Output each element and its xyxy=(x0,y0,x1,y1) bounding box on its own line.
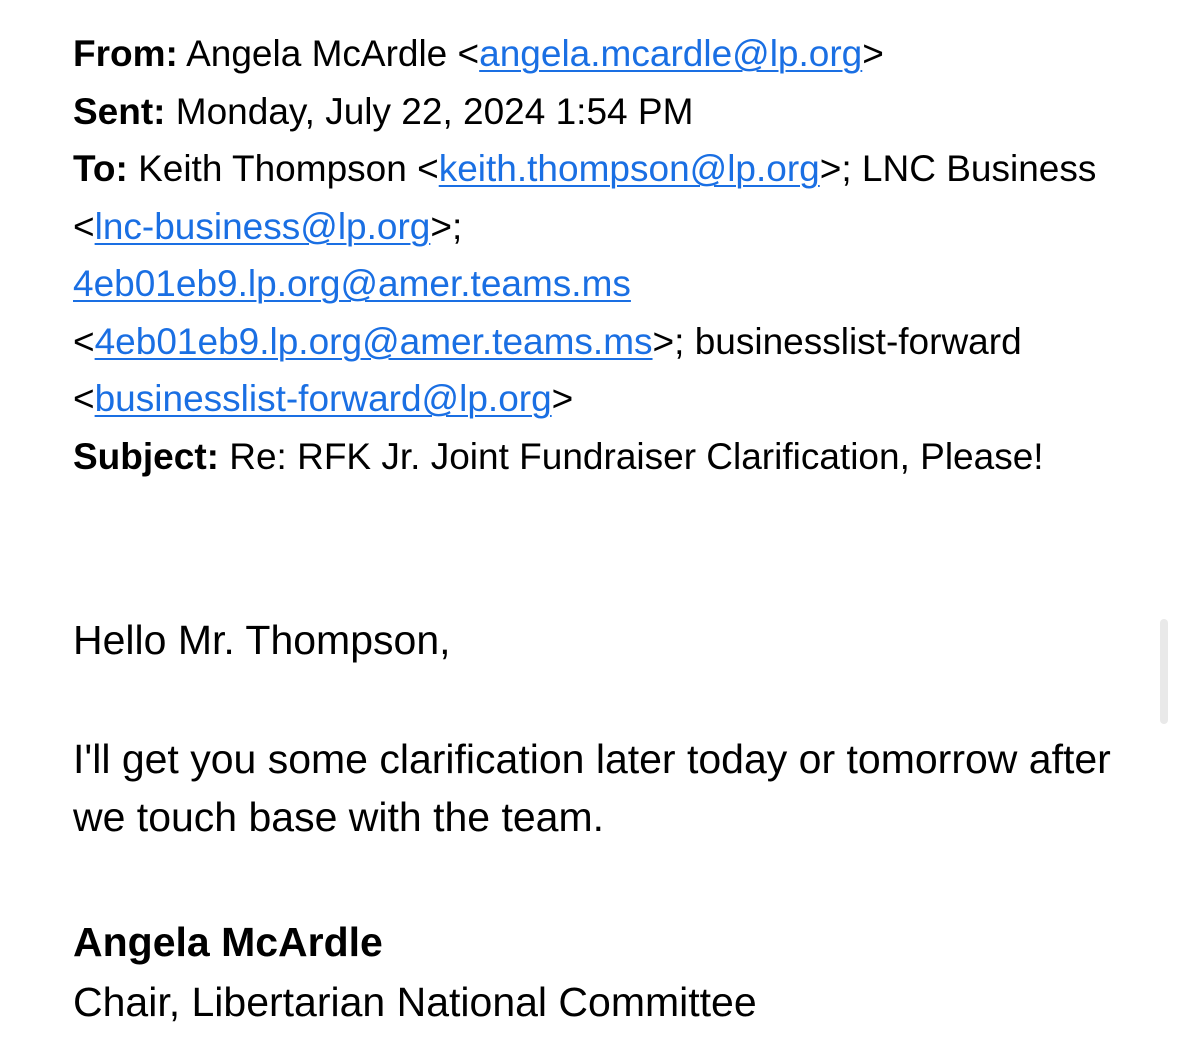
to-open3: < xyxy=(73,320,95,362)
signature-name: Angela McArdle xyxy=(73,919,383,965)
to-recipient1-email-link[interactable]: keith.thompson@lp.org xyxy=(438,148,820,189)
from-close: > xyxy=(862,33,884,74)
message-text: I'll get you some clarification later today or tomorrow after we touch base with the team. xyxy=(73,736,1111,840)
subject-label: Subject: xyxy=(73,435,219,477)
from-name: Angela McArdle < xyxy=(186,33,480,74)
to-recipient3-display-link[interactable]: 4eb01eb9.lp.org@amer.teams.ms xyxy=(73,263,631,304)
signature-title: Chair, Libertarian National Committee xyxy=(73,979,757,1025)
greeting-text: Hello Mr. Thompson, xyxy=(73,617,451,663)
to-line xyxy=(73,140,1143,428)
to-recipient3-email-link[interactable]: 4eb01eb9.lp.org@amer.teams.ms xyxy=(94,320,653,362)
sent-label: Sent: xyxy=(73,90,166,132)
sent-line xyxy=(73,83,1143,141)
to-recipient4-name: >; businesslist-forward < xyxy=(73,320,1022,419)
to-label: To: xyxy=(73,148,128,189)
email-header xyxy=(73,25,1143,485)
to-separator: >; xyxy=(430,205,463,247)
to-recipient4-email-link[interactable]: businesslist-forward@lp.org xyxy=(94,378,552,419)
subject-line xyxy=(73,428,1143,486)
to-recipient1-name: Keith Thompson < xyxy=(138,148,439,189)
to-close: > xyxy=(551,378,574,419)
from-line xyxy=(73,25,1143,83)
to-recipient2-email-link[interactable]: lnc-business@lp.org xyxy=(94,205,431,247)
subject-value: Re: RFK Jr. Joint Fundraiser Clarification, Please! xyxy=(229,435,1044,477)
to-recipient2-name: >; LNC Business < xyxy=(73,148,1097,247)
scrollbar-thumb[interactable] xyxy=(1160,619,1168,724)
sent-value: Monday, July 22, 2024 1:54 PM xyxy=(175,90,694,132)
from-email-link[interactable]: angela.mcardle@lp.org xyxy=(479,33,863,74)
from-label: From: xyxy=(73,33,178,74)
